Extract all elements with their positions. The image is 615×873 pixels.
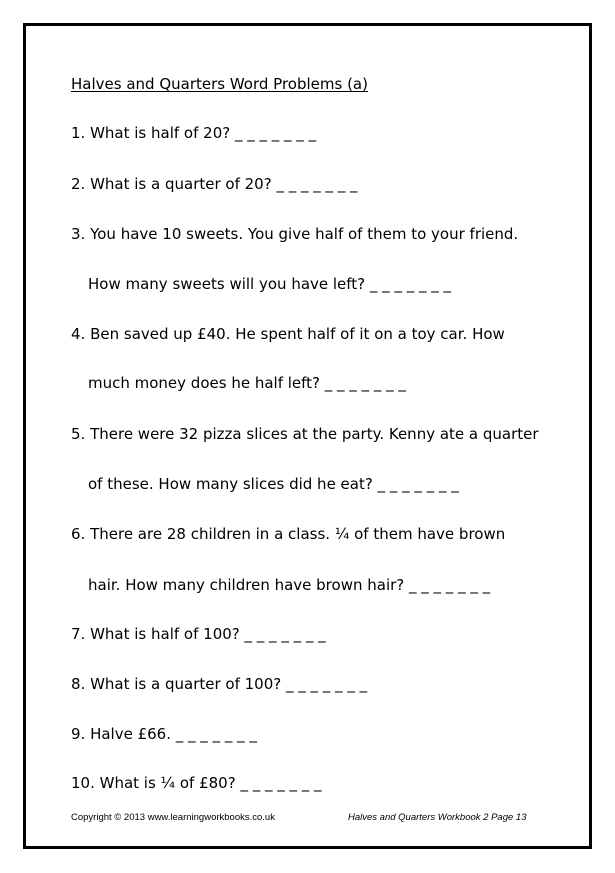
question-4-line-1: 4. Ben saved up £40. He spent half of it on a toy car. How	[71, 325, 505, 343]
question-3-line-2: How many sweets will you have left? _ _ _ _ _ _ _	[88, 275, 452, 293]
question-9: 9. Halve £66. _ _ _ _ _ _ _	[71, 725, 257, 743]
question-3-line-1: 3. You have 10 sweets. You give half of them to your friend.	[71, 225, 519, 243]
question-1: 1. What is half of 20? _ _ _ _ _ _ _	[71, 124, 317, 142]
question-5-line-2: of these. How many slices did he eat? _ _ _ _ _ _ _	[88, 475, 459, 493]
question-4-line-2: much money does he half left? _ _ _ _ _ _ _	[88, 374, 406, 392]
workbook-page-footer: Halves and Quarters Workbook 2 Page 13	[348, 812, 527, 823]
question-2: 2. What is a quarter of 20? _ _ _ _ _ _ _	[71, 175, 358, 193]
copyright-footer: Copyright © 2013 www.learningworkbooks.co.uk	[71, 812, 275, 823]
worksheet-title: Halves and Quarters Word Problems (a)	[71, 75, 368, 93]
question-8: 8. What is a quarter of 100? _ _ _ _ _ _ _	[71, 675, 368, 693]
question-7: 7. What is half of 100? _ _ _ _ _ _ _	[71, 625, 326, 643]
question-6-line-1: 6. There are 28 children in a class. ¼ of them have brown	[71, 525, 506, 543]
question-5-line-1: 5. There were 32 pizza slices at the party. Kenny ate a quarter	[71, 425, 539, 443]
question-6-line-2: hair. How many children have brown hair? _ _ _ _ _ _ _	[88, 576, 491, 594]
question-10: 10. What is ¼ of £80? _ _ _ _ _ _ _	[71, 774, 322, 792]
